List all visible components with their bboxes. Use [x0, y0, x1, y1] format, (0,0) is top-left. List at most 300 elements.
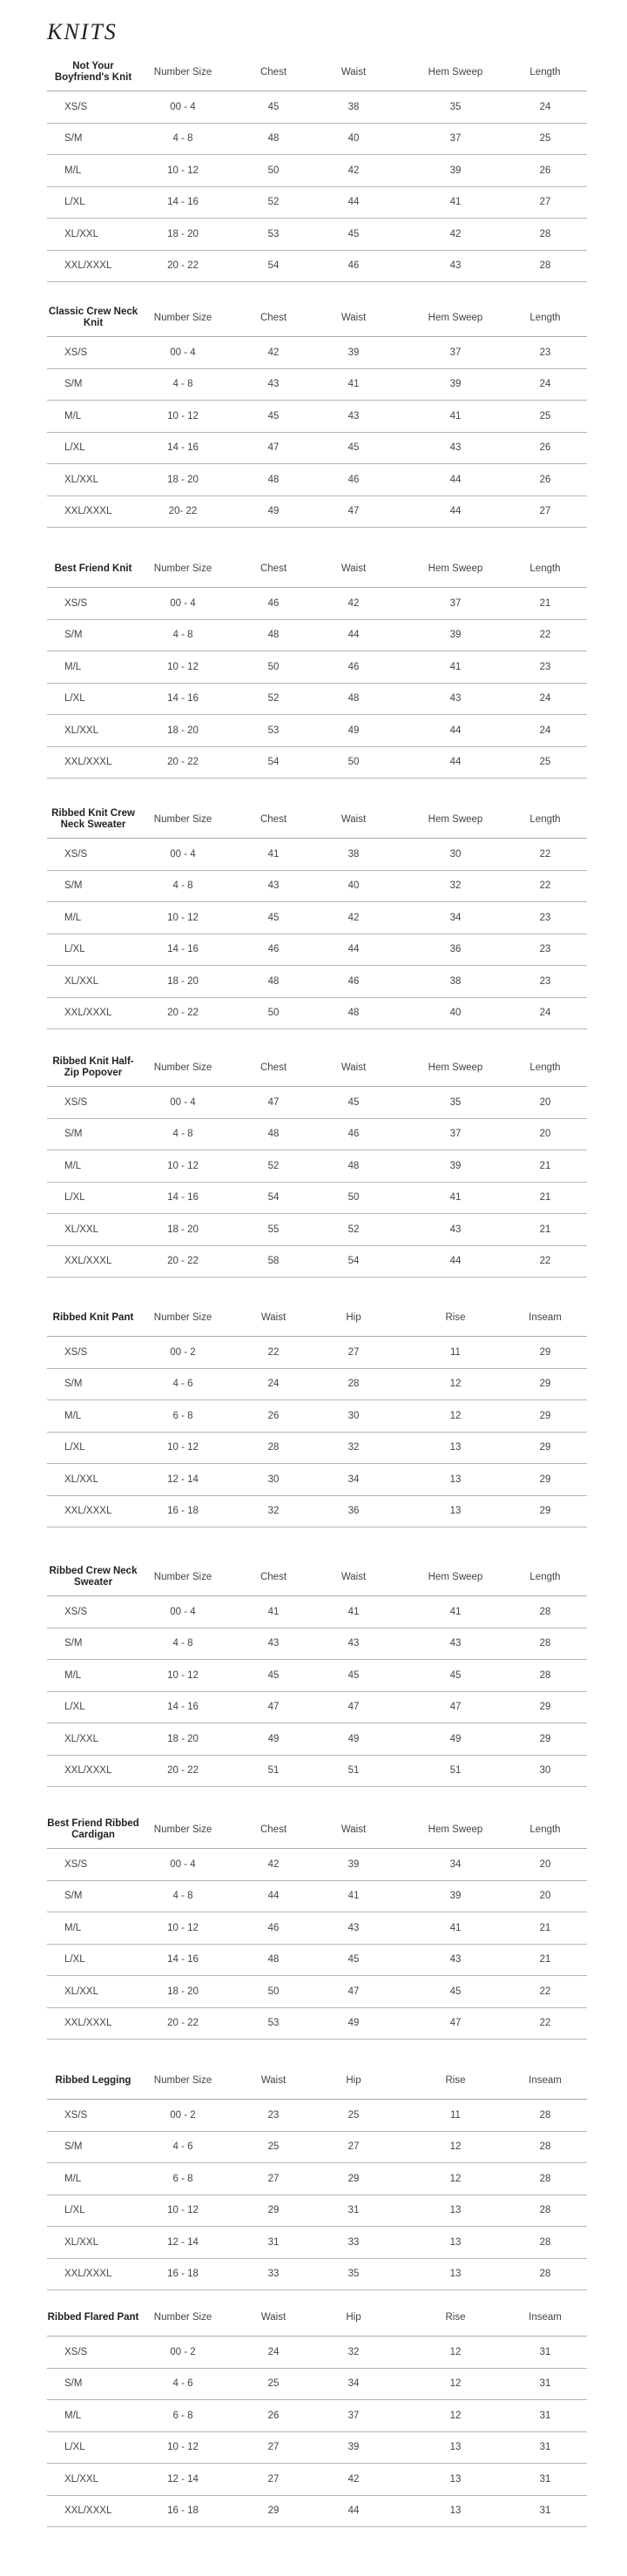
table-row: [47, 871, 587, 903]
measurement-cell: 10 - 12: [167, 1442, 199, 1453]
measurement-cell: 25: [347, 2109, 360, 2121]
table-row: [47, 588, 587, 620]
measurement-cell: 34: [449, 912, 462, 923]
size-label: XXL/XXXL: [64, 1256, 112, 1267]
measurement-cell: 54: [347, 1256, 360, 1267]
size-table: [47, 300, 587, 528]
size-label: M/L: [64, 661, 82, 672]
measurement-cell: 44: [449, 725, 462, 736]
measurement-cell: 46: [267, 1922, 280, 1933]
measurement-cell: 37: [449, 1129, 462, 1140]
measurement-cell: 10 - 12: [167, 165, 199, 176]
table-row: [47, 1849, 587, 1881]
measurement-cell: 25: [539, 133, 551, 145]
measurement-cell: 49: [347, 1733, 360, 1744]
measurement-cell: 14 - 16: [167, 1702, 199, 1713]
size-table: [47, 801, 587, 1029]
measurement-cell: 13: [449, 2473, 462, 2485]
measurement-cell: 21: [539, 1954, 551, 1966]
measurement-cell: 41: [449, 661, 462, 672]
column-header: Length: [529, 1572, 561, 1582]
measurement-cell: 48: [347, 1160, 360, 1171]
column-header: Inseam: [529, 2075, 562, 2086]
measurement-cell: 53: [267, 2018, 280, 2029]
measurement-cell: 29: [539, 1506, 551, 1517]
column-header: Number Size: [153, 1824, 212, 1835]
table-header: [47, 54, 587, 91]
table-row: [47, 684, 587, 716]
size-label: XXL/XXXL: [64, 2269, 112, 2280]
table-header: [47, 1811, 587, 1849]
measurement-cell: 46: [267, 944, 280, 955]
measurement-cell: 43: [449, 1224, 462, 1235]
measurement-cell: 45: [267, 101, 280, 112]
measurement-cell: 28: [539, 2173, 551, 2184]
size-label: L/XL: [64, 2205, 85, 2216]
measurement-cell: 14 - 16: [167, 693, 199, 705]
column-header: Hem Sweep: [428, 1062, 483, 1073]
measurement-cell: 42: [267, 347, 280, 358]
measurement-cell: 16 - 18: [167, 2269, 199, 2280]
measurement-cell: 24: [539, 725, 551, 736]
measurement-cell: 4 - 8: [172, 1129, 193, 1140]
measurement-cell: 30: [539, 1765, 551, 1777]
measurement-cell: 4 - 8: [172, 133, 193, 145]
measurement-cell: 39: [449, 630, 462, 641]
measurement-cell: 40: [347, 880, 360, 892]
measurement-cell: 49: [267, 1733, 280, 1744]
table-row: [47, 1945, 587, 1977]
size-label: XS/S: [64, 1346, 88, 1358]
size-table: [47, 1299, 587, 1527]
measurement-cell: 27: [539, 506, 551, 517]
measurement-cell: 31: [539, 2473, 551, 2485]
column-header: Hem Sweep: [428, 814, 483, 825]
measurement-cell: 39: [449, 165, 462, 176]
table-row: [47, 747, 587, 779]
table-row: [47, 1692, 587, 1724]
measurement-cell: 44: [449, 506, 462, 517]
size-label: M/L: [64, 1922, 82, 1933]
measurement-cell: 55: [267, 1224, 280, 1235]
measurement-cell: 13: [449, 2236, 462, 2248]
size-table: [47, 2299, 587, 2527]
measurement-cell: 4 - 8: [172, 379, 193, 390]
size-label: L/XL: [64, 197, 85, 208]
measurement-cell: 30: [267, 1473, 280, 1485]
measurement-cell: 12: [449, 2378, 462, 2390]
size-label: XXL/XXXL: [64, 1506, 112, 1517]
measurement-cell: 47: [347, 506, 360, 517]
measurement-cell: 28: [539, 2236, 551, 2248]
measurement-cell: 18 - 20: [167, 975, 199, 987]
column-header: Waist: [260, 1312, 287, 1323]
table-row: [47, 2337, 587, 2369]
measurement-cell: 14 - 16: [167, 1192, 199, 1204]
measurement-cell: 50: [267, 1008, 280, 1019]
column-header: Waist: [260, 2312, 287, 2323]
measurement-cell: 14 - 16: [167, 944, 199, 955]
size-label: S/M: [64, 2378, 83, 2390]
measurement-cell: 28: [347, 1379, 360, 1390]
column-header: Length: [529, 1824, 561, 1835]
measurement-cell: 41: [449, 1192, 462, 1204]
measurement-cell: 29: [539, 1346, 551, 1358]
measurement-cell: 39: [347, 1858, 360, 1870]
measurement-cell: 00 - 4: [170, 101, 196, 112]
measurement-cell: 00 - 2: [170, 1346, 196, 1358]
table-row: [47, 1464, 587, 1496]
measurement-cell: 34: [347, 2378, 360, 2390]
measurement-cell: 27: [347, 2141, 360, 2153]
measurement-cell: 24: [539, 693, 551, 705]
column-header: Length: [529, 67, 561, 78]
measurement-cell: 40: [449, 1008, 462, 1019]
measurement-cell: 10 - 12: [167, 912, 199, 923]
table-row: [47, 496, 587, 529]
measurement-cell: 46: [347, 474, 360, 485]
measurement-cell: 23: [539, 944, 551, 955]
measurement-cell: 46: [267, 597, 280, 609]
table-row: [47, 2132, 587, 2164]
column-header: Length: [529, 313, 561, 323]
measurement-cell: 4 - 8: [172, 1891, 193, 1902]
size-label: XXL/XXXL: [64, 260, 112, 272]
measurement-cell: 48: [347, 1008, 360, 1019]
size-label: S/M: [64, 133, 83, 145]
measurement-cell: 26: [267, 1410, 280, 1421]
measurement-cell: 47: [267, 1096, 280, 1108]
measurement-cell: 52: [267, 1160, 280, 1171]
table-row: [47, 187, 587, 219]
measurement-cell: 31: [539, 2346, 551, 2357]
measurement-cell: 37: [449, 133, 462, 145]
measurement-cell: 29: [539, 1473, 551, 1485]
measurement-cell: 39: [449, 1891, 462, 1902]
measurement-cell: 49: [347, 2018, 360, 2029]
size-table: [47, 54, 587, 282]
measurement-cell: 48: [267, 1129, 280, 1140]
measurement-cell: 13: [449, 1506, 462, 1517]
measurement-cell: 42: [449, 228, 462, 239]
measurement-cell: 16 - 18: [167, 2505, 199, 2517]
measurement-cell: 22: [539, 1256, 551, 1267]
measurement-cell: 45: [347, 228, 360, 239]
measurement-cell: 36: [347, 1506, 360, 1517]
column-header: Chest: [260, 563, 287, 574]
column-header: Inseam: [529, 1312, 562, 1323]
table-row: [47, 1246, 587, 1278]
measurement-cell: 39: [449, 379, 462, 390]
table-row: [47, 934, 587, 967]
column-header: Chest: [260, 1572, 287, 1582]
measurement-cell: 47: [267, 1702, 280, 1713]
table-row: [47, 155, 587, 187]
measurement-cell: 48: [267, 630, 280, 641]
size-label: L/XL: [64, 944, 85, 955]
measurement-cell: 10 - 12: [167, 410, 199, 421]
measurement-cell: 6 - 8: [172, 1410, 193, 1421]
measurement-cell: 25: [539, 410, 551, 421]
measurement-cell: 00 - 4: [170, 1096, 196, 1108]
measurement-cell: 44: [347, 2505, 360, 2517]
measurement-cell: 4 - 8: [172, 1638, 193, 1649]
measurement-cell: 31: [539, 2378, 551, 2390]
measurement-cell: 46: [347, 1129, 360, 1140]
measurement-cell: 20- 22: [168, 506, 198, 517]
measurement-cell: 24: [539, 379, 551, 390]
size-label: XL/XXL: [64, 228, 98, 239]
size-label: M/L: [64, 1669, 82, 1681]
table-row: [47, 2163, 587, 2195]
size-label: L/XL: [64, 1702, 85, 1713]
measurement-cell: 12: [449, 2410, 462, 2421]
measurement-cell: 35: [449, 1096, 462, 1108]
measurement-cell: 11: [450, 2109, 461, 2121]
column-header: Number Size: [153, 814, 212, 825]
measurement-cell: 41: [347, 1606, 360, 1617]
table-row: [47, 124, 587, 156]
measurement-cell: 18 - 20: [167, 474, 199, 485]
measurement-cell: 25: [267, 2378, 280, 2390]
table-row: [47, 1433, 587, 1465]
measurement-cell: 12 - 14: [167, 1473, 199, 1485]
size-label: XS/S: [64, 1858, 88, 1870]
table-header: [47, 550, 587, 588]
measurement-cell: 45: [449, 1986, 462, 1997]
table-row: [47, 433, 587, 465]
column-header: Hip: [346, 2312, 361, 2323]
size-label: XXL/XXXL: [64, 2505, 112, 2517]
measurement-cell: 6 - 8: [172, 2173, 193, 2184]
measurement-cell: 10 - 12: [167, 2205, 199, 2216]
measurement-cell: 41: [267, 1606, 280, 1617]
measurement-cell: 51: [267, 1765, 280, 1777]
size-label: L/XL: [64, 2442, 85, 2453]
column-header: Number Size: [153, 563, 212, 574]
measurement-cell: 4 - 6: [172, 2141, 193, 2153]
measurement-cell: 24: [267, 1379, 280, 1390]
size-label: S/M: [64, 880, 83, 892]
measurement-cell: 54: [267, 1192, 280, 1204]
table-row: [47, 2400, 587, 2432]
measurement-cell: 20: [539, 1858, 551, 1870]
measurement-cell: 21: [539, 1224, 551, 1235]
column-header: Number Size: [153, 313, 212, 323]
size-label: XXL/XXXL: [64, 1008, 112, 1019]
table-row: [47, 1976, 587, 2008]
measurement-cell: 18 - 20: [167, 725, 199, 736]
size-label: XL/XXL: [64, 1224, 98, 1235]
column-header: Waist: [340, 1824, 367, 1835]
measurement-cell: 29: [539, 1702, 551, 1713]
table-header: [47, 2062, 587, 2100]
measurement-cell: 22: [539, 848, 551, 860]
measurement-cell: 16 - 18: [167, 1506, 199, 1517]
size-label: S/M: [64, 1638, 83, 1649]
table-row: [47, 1912, 587, 1945]
size-label: S/M: [64, 1379, 83, 1390]
product-name: Not Your Boyfriend's Knit: [54, 61, 132, 83]
column-header: Rise: [445, 2075, 466, 2086]
measurement-cell: 10 - 12: [167, 1922, 199, 1933]
measurement-cell: 23: [539, 661, 551, 672]
size-label: XL/XXL: [64, 975, 98, 987]
measurement-cell: 41: [267, 848, 280, 860]
measurement-cell: 28: [539, 2141, 551, 2153]
measurement-cell: 18 - 20: [167, 228, 199, 239]
measurement-cell: 28: [539, 1669, 551, 1681]
measurement-cell: 28: [539, 260, 551, 272]
column-header: Waist: [340, 313, 367, 323]
table-row: [47, 1183, 587, 1215]
column-header: Length: [529, 814, 561, 825]
measurement-cell: 29: [539, 1379, 551, 1390]
measurement-cell: 21: [539, 1192, 551, 1204]
column-header: Hip: [346, 1312, 361, 1323]
column-header: Waist: [340, 814, 367, 825]
table-row: [47, 902, 587, 934]
column-header: Hem Sweep: [428, 563, 483, 574]
measurement-cell: 00 - 4: [170, 848, 196, 860]
measurement-cell: 49: [267, 506, 280, 517]
measurement-cell: 45: [347, 1954, 360, 1966]
table-row: [47, 1629, 587, 1661]
table-row: [47, 369, 587, 401]
size-label: XS/S: [64, 848, 88, 860]
measurement-cell: 24: [539, 101, 551, 112]
measurement-cell: 32: [347, 2346, 360, 2357]
measurement-cell: 44: [449, 757, 462, 768]
product-name: Ribbed Knit Pant: [52, 1312, 134, 1323]
column-header: Number Size: [153, 1062, 212, 1073]
column-header: Chest: [260, 67, 287, 78]
measurement-cell: 29: [539, 1410, 551, 1421]
size-label: XL/XXL: [64, 2236, 98, 2248]
table-row: [47, 2496, 587, 2528]
measurement-cell: 30: [347, 1410, 360, 1421]
table-row: [47, 1496, 587, 1528]
measurement-cell: 22: [539, 2018, 551, 2029]
measurement-cell: 46: [347, 661, 360, 672]
product-name: Ribbed Flared Pant: [47, 2311, 139, 2323]
column-header: Number Size: [153, 2075, 212, 2086]
measurement-cell: 44: [449, 474, 462, 485]
measurement-cell: 6 - 8: [172, 2410, 193, 2421]
table-header: [47, 300, 587, 337]
table-row: [47, 2259, 587, 2291]
measurement-cell: 31: [539, 2505, 551, 2517]
measurement-cell: 18 - 20: [167, 1986, 199, 1997]
column-header: Number Size: [153, 1312, 212, 1323]
measurement-cell: 51: [347, 1765, 360, 1777]
measurement-cell: 42: [347, 597, 360, 609]
measurement-cell: 42: [347, 2473, 360, 2485]
measurement-cell: 50: [267, 1986, 280, 1997]
size-label: M/L: [64, 1410, 82, 1421]
column-header: Waist: [260, 2075, 287, 2086]
measurement-cell: 42: [347, 912, 360, 923]
size-label: M/L: [64, 1160, 82, 1171]
column-header: Rise: [445, 1312, 466, 1323]
measurement-cell: 43: [267, 379, 280, 390]
size-label: S/M: [64, 1891, 83, 1902]
measurement-cell: 33: [347, 2236, 360, 2248]
size-label: M/L: [64, 410, 82, 421]
table-header: [47, 1299, 587, 1337]
table-row: [47, 1756, 587, 1788]
table-row: [47, 998, 587, 1030]
table-header: [47, 1049, 587, 1087]
measurement-cell: 41: [449, 1922, 462, 1933]
measurement-cell: 27: [267, 2442, 280, 2453]
column-header: Hem Sweep: [428, 1824, 483, 1835]
measurement-cell: 39: [347, 347, 360, 358]
size-label: XS/S: [64, 1096, 88, 1108]
measurement-cell: 28: [539, 1638, 551, 1649]
measurement-cell: 34: [449, 1858, 462, 1870]
measurement-cell: 51: [449, 1765, 462, 1777]
measurement-cell: 42: [347, 165, 360, 176]
size-label: S/M: [64, 2141, 83, 2153]
measurement-cell: 48: [267, 474, 280, 485]
size-label: XS/S: [64, 2109, 88, 2121]
size-label: XXL/XXXL: [64, 1765, 112, 1777]
measurement-cell: 25: [267, 2141, 280, 2153]
column-header: Hem Sweep: [428, 67, 483, 78]
table-row: [47, 91, 587, 124]
size-label: M/L: [64, 2410, 82, 2421]
measurement-cell: 48: [347, 693, 360, 705]
measurement-cell: 21: [539, 1922, 551, 1933]
table-row: [47, 1881, 587, 1913]
column-header: Waist: [340, 1062, 367, 1073]
product-name: Ribbed Knit Half-Zip Popover: [52, 1056, 134, 1078]
measurement-cell: 54: [267, 260, 280, 272]
column-header: Waist: [340, 1572, 367, 1582]
column-header: Hem Sweep: [428, 1572, 483, 1582]
measurement-cell: 45: [347, 1669, 360, 1681]
measurement-cell: 41: [347, 1891, 360, 1902]
table-header: [47, 801, 587, 839]
measurement-cell: 11: [450, 1346, 461, 1358]
measurement-cell: 29: [539, 1442, 551, 1453]
size-table: [47, 2062, 587, 2290]
measurement-cell: 13: [449, 2442, 462, 2453]
size-label: XL/XXL: [64, 474, 98, 485]
size-label: L/XL: [64, 1442, 85, 1453]
measurement-cell: 27: [347, 1346, 360, 1358]
measurement-cell: 48: [267, 975, 280, 987]
measurement-cell: 44: [347, 197, 360, 208]
measurement-cell: 42: [267, 1858, 280, 1870]
measurement-cell: 52: [267, 693, 280, 705]
measurement-cell: 28: [539, 228, 551, 239]
measurement-cell: 37: [347, 2410, 360, 2421]
column-header: Length: [529, 1062, 561, 1073]
measurement-cell: 43: [449, 442, 462, 454]
measurement-cell: 53: [267, 725, 280, 736]
size-label: S/M: [64, 630, 83, 641]
measurement-cell: 37: [449, 347, 462, 358]
measurement-cell: 22: [539, 880, 551, 892]
measurement-cell: 50: [267, 661, 280, 672]
measurement-cell: 12 - 14: [167, 2473, 199, 2485]
table-row: [47, 1214, 587, 1246]
table-row: [47, 1660, 587, 1692]
measurement-cell: 26: [539, 442, 551, 454]
size-label: L/XL: [64, 1192, 85, 1204]
